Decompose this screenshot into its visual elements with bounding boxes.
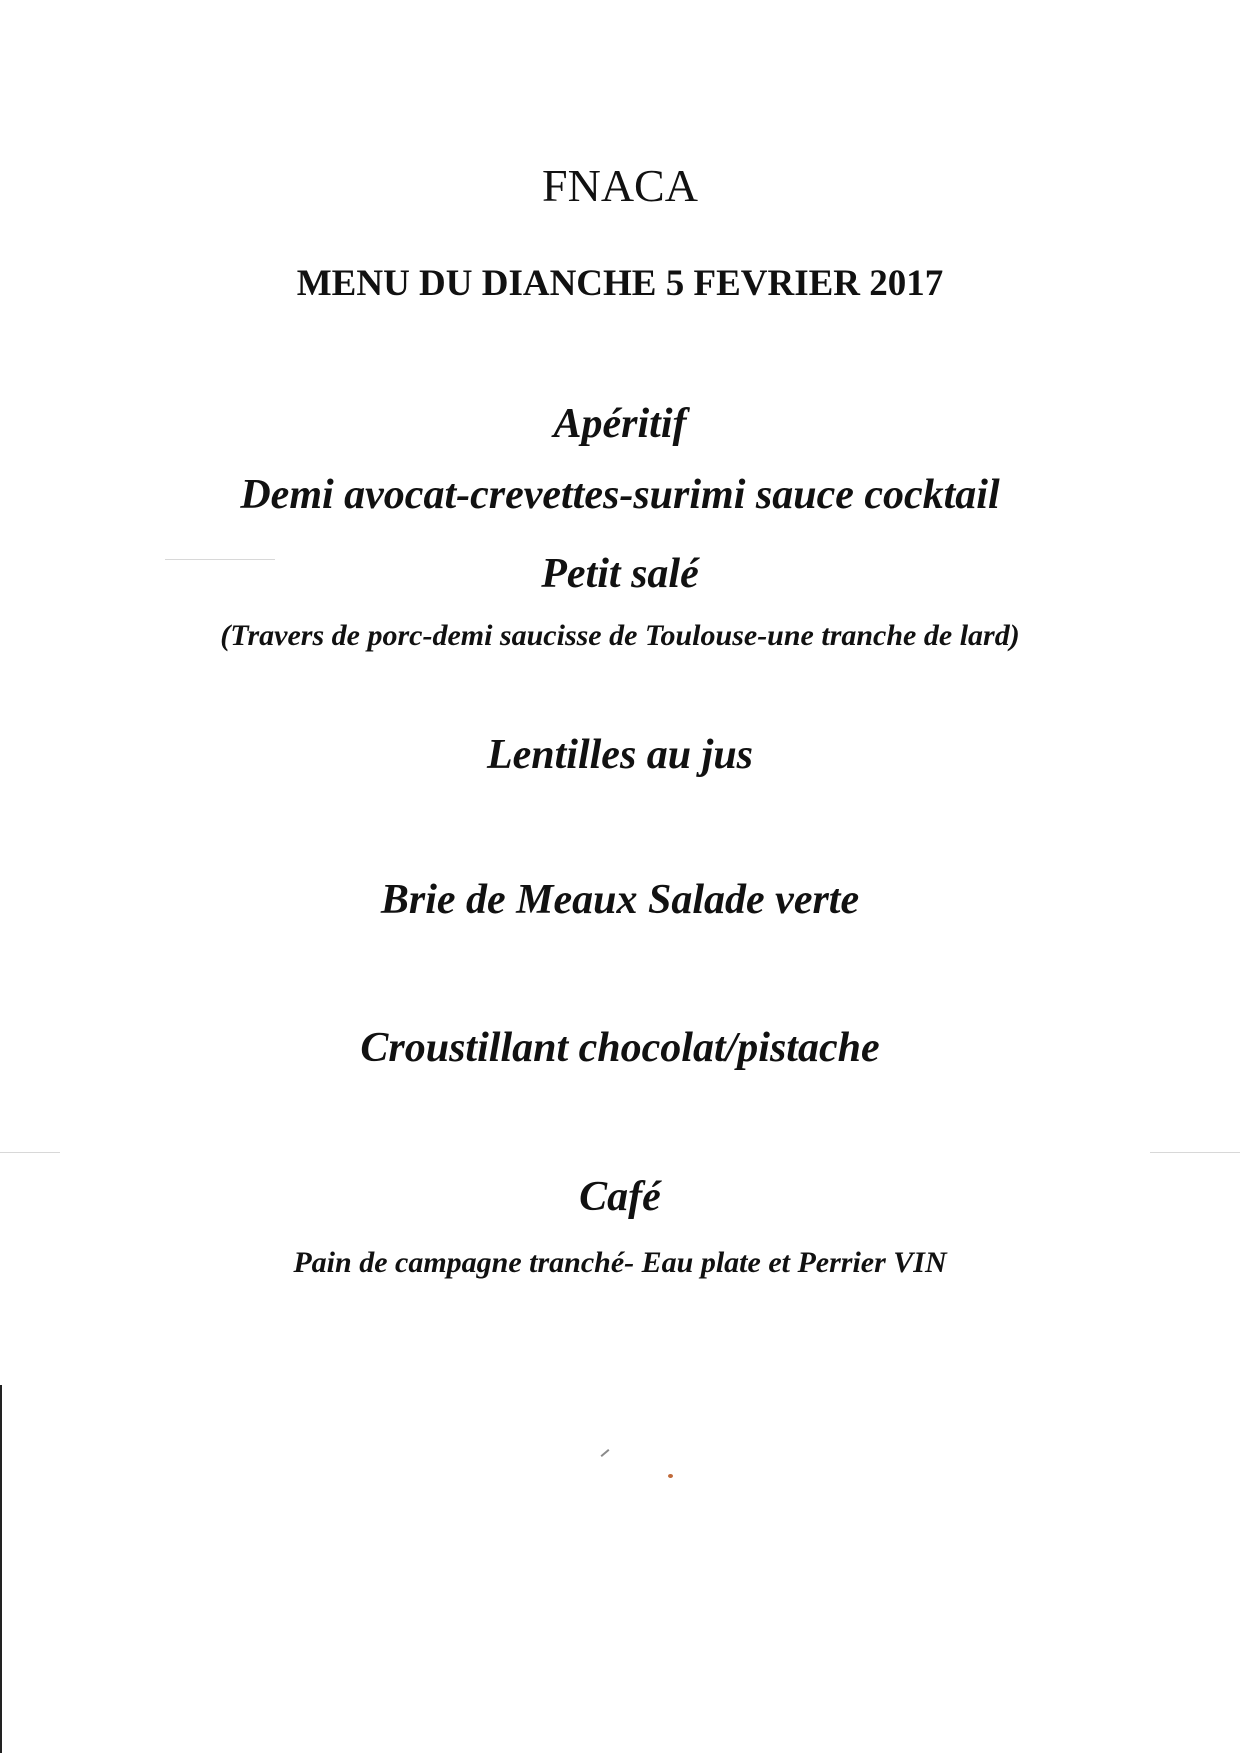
menu-item-cheese: Brie de Meaux Salade verte xyxy=(380,877,860,923)
fold-line-lower-left xyxy=(0,1152,60,1153)
menu-item-main: Petit salé xyxy=(541,551,699,597)
fold-line-lower-right xyxy=(1150,1152,1240,1153)
menu-item-coffee: Café xyxy=(579,1174,661,1220)
menu-item-aperitif: Apéritif xyxy=(553,401,687,447)
menu-item-starter: Demi avocat-crevettes-surimi sauce cocktail xyxy=(240,472,1000,518)
menu-item-main-description: (Travers de porc-demi saucisse de Toulouse-une tranche de lard) xyxy=(220,619,1020,652)
scan-edge xyxy=(0,1385,2,1753)
organization-name: FNACA xyxy=(542,160,698,211)
menu-item-dessert: Croustillant chocolat/pistache xyxy=(360,1025,880,1071)
menu-title: MENU DU DIANCHE 5 FEVRIER 2017 xyxy=(296,263,944,304)
menu-item-extras: Pain de campagne tranché- Eau plate et Perrier VIN xyxy=(293,1246,947,1279)
scan-speck xyxy=(668,1474,673,1478)
menu-item-side: Lentilles au jus xyxy=(486,732,754,778)
scan-speck xyxy=(601,1449,610,1457)
